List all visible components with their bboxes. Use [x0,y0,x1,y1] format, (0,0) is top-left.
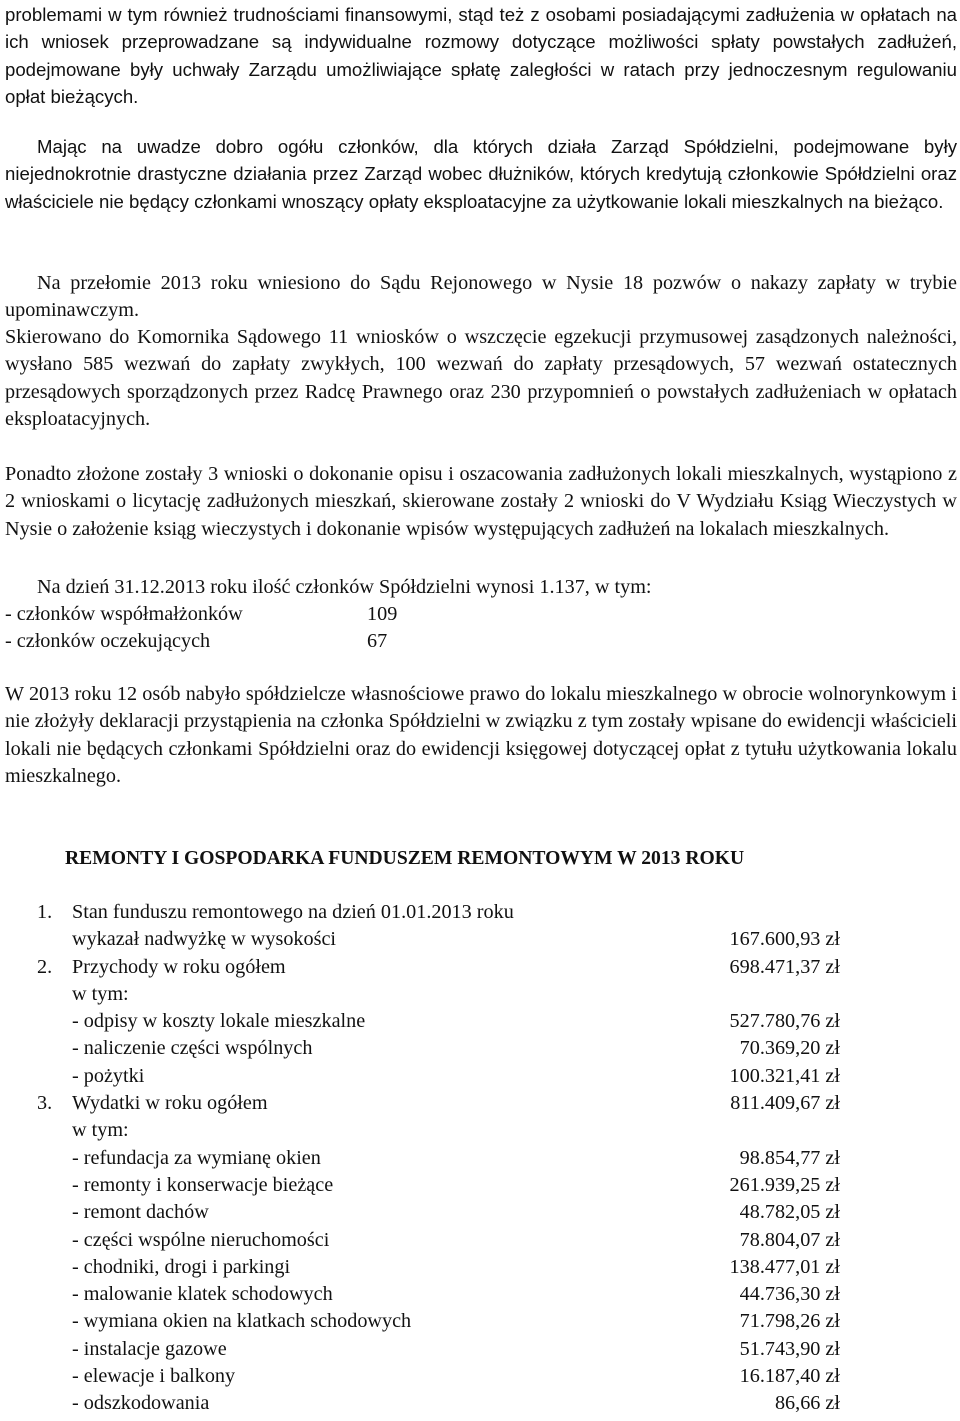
repair-fund-row-amount: 527.780,76 zł [729,1010,840,1033]
paragraph-court-lawsuits: Na przełomie 2013 roku wniesiono do Sądu Rejonowego w Nysie 18 pozwów o nakazy zapłaty w trybie upominawczym. [5,272,957,322]
repair-fund-row-label: - remonty i konserwacje bieżące [72,1173,334,1196]
repair-fund-row-label: - refundacja za wymianę okien [72,1146,321,1169]
repair-fund-row-amount: 51.743,90 zł [739,1337,840,1360]
repair-fund-row-label: Stan funduszu remontowego na dzień 01.01.2013 roku [72,901,514,923]
repair-fund-row-label: - naliczenie części wspólnych [72,1037,313,1060]
repair-fund-row [35,1308,840,1335]
repair-fund-row-label: w tym: [72,982,129,1005]
repair-fund-row [35,1199,840,1226]
repair-fund-row-number: 2. [37,955,53,978]
repair-fund-row-label: - wymiana okien na klatkach schodowych [72,1310,412,1333]
repair-fund-row [35,1363,840,1390]
paragraph-debtor-actions: Mając na uwadze dobro ogółu członków, dla których działa Zarząd Spółdzielni, podejmowane były niejednokrotnie drastyczne działania przez Zarząd wobec dłużników, których kredytują członkowie Spółdzielni oraz właściciele nie będący członkami wnoszący opłaty eksploatacyjne za użytkowanie lokali mieszkalnych na bieżąco. [5,136,957,212]
paragraph-auction-requests: Ponadto złożone zostały 3 wnioski o dokonanie opisu i oszacowania zadłużonych lokali mieszkalnych, wystąpiono z 2 wnioskami o licytację zadłużonych mieszkań, skierowane zostały 2 wnioski do V Wydziału Ksiąg Wieczystych w Nysie o założenie ksiąg wieczystych i dokonanie wpisów występujących zadłużeń na lokalach mieszkalnych. [5,463,957,540]
repair-fund-row [35,1090,840,1117]
repair-fund-row-label: - remont dachów [72,1201,209,1224]
members-waiting-value: 67 [367,630,388,652]
repair-fund-row-amount: 86,66 zł [774,1392,840,1415]
repair-fund-row-label: Wydatki w roku ogółem [72,1092,268,1115]
repair-fund-row [35,1172,840,1199]
paragraph-bailiff-requests: Skierowano do Komornika Sądowego 11 wniosków o wszczęcie egzekucji przymusowej zasądzonych należności, wysłano 585 wezwań do zapłaty zwykłych, 100 wezwań do zapłaty przesądowych, 57 wezwań ostatecznych przesądowych sporządzonych przez Radcę Prawnego oraz 230 przypomnień o powstałych zadłużeniach w opłatach eksploatacyjnych. [5,326,957,430]
repair-fund-row [35,1254,840,1281]
repair-fund-row-number: 1. [37,901,53,923]
members-spouses-value: 109 [367,603,398,625]
section-heading-repairs: REMONTY I GOSPODARKA FUNDUSZEM REMONTOWYM W 2013 ROKU [65,848,745,869]
repair-fund-list [35,899,840,1418]
members-waiting-row [5,628,388,655]
repair-fund-row-amount: 261.939,25 zł [729,1173,840,1196]
members-spouses-row [5,601,398,628]
repair-fund-row-number: 3. [37,1092,53,1115]
repair-fund-row-amount: 71.798,26 zł [739,1310,840,1333]
repair-fund-row-amount: 70.369,20 zł [739,1037,840,1060]
repair-fund-row [35,1008,840,1035]
repair-fund-row [35,1390,840,1417]
paragraph-free-market-owners: W 2013 roku 12 osób nabyło spółdzielcze własnościowe prawo do lokalu mieszkalnego w obrocie wolnorynkowym i nie złożyły deklaracji przystąpienia na członka Spółdzielni w związku z tym zostały wpisane do ewidencji właścicieli lokali nie będących członkami Spółdzielni oraz do ewidencji księgowej dotyczącej opłat z tytułu użytkowania lokalu mieszkalnego. [5,683,957,787]
paragraph-debt-talks: problemami w tym również trudnościami finansowymi, stąd też z osobami posiadającymi zadłużenia w opłatach na ich wniosek przeprowadzane są indywidualne rozmowy dotyczące możliwości spłaty powstałych zadłużeń, podejmowane były uchwały Zarządu umożliwiające spłatę zaległości w ratach przy jednoczesnym regulowaniu opłat bieżących. [5,4,957,107]
members-waiting-label: - członków oczekujących [5,630,211,652]
repair-fund-row [35,1281,840,1308]
repair-fund-row [35,981,840,1008]
repair-fund-row [35,899,840,926]
repair-fund-row-amount: 48.782,05 zł [739,1201,840,1224]
repair-fund-row [35,1145,840,1172]
repair-fund-row [35,954,840,981]
repair-fund-row-amount: 811.409,67 zł [730,1092,840,1115]
repair-fund-row-label: - części wspólne nieruchomości [72,1228,330,1251]
repair-fund-row-amount: 100.321,41 zł [729,1064,840,1087]
repair-fund-row-amount: 698.471,37 zł [729,955,840,978]
repair-fund-row-label: wykazał nadwyżkę w wysokości [72,928,337,951]
repair-fund-row-amount: 98.854,77 zł [739,1146,840,1169]
repair-fund-row [35,1336,840,1363]
repair-fund-row [35,1035,840,1062]
repair-fund-row-label: - elewacje i balkony [72,1365,236,1388]
repair-fund-row [35,1227,840,1254]
repair-fund-row [35,1117,840,1144]
repair-fund-row-label: w tym: [72,1119,129,1142]
repair-fund-row-label: - chodniki, drogi i parkingi [72,1255,291,1278]
repair-fund-row [35,926,840,953]
repair-fund-row-label: Przychody w roku ogółem [72,955,286,978]
repair-fund-row-amount: 16.187,40 zł [739,1365,840,1388]
repair-fund-row-label: - odszkodowania [72,1392,210,1415]
members-count-intro: Na dzień 31.12.2013 roku ilość członków Spółdzielni wynosi 1.137, w tym: [37,576,652,598]
repair-fund-row-label: - instalacje gazowe [72,1337,227,1360]
repair-fund-row-amount: 167.600,93 zł [729,928,840,951]
repair-fund-row-label: - odpisy w koszty lokale mieszkalne [72,1010,366,1033]
repair-fund-row [35,1063,840,1090]
repair-fund-row-label: - pożytki [72,1064,145,1087]
repair-fund-row-amount: 138.477,01 zł [729,1255,840,1278]
repair-fund-row-label: - malowanie klatek schodowych [72,1283,333,1306]
repair-fund-row-amount: 78.804,07 zł [739,1228,840,1251]
members-spouses-label: - członków współmałżonków [5,603,243,625]
repair-fund-row-amount: 44.736,30 zł [739,1283,840,1306]
